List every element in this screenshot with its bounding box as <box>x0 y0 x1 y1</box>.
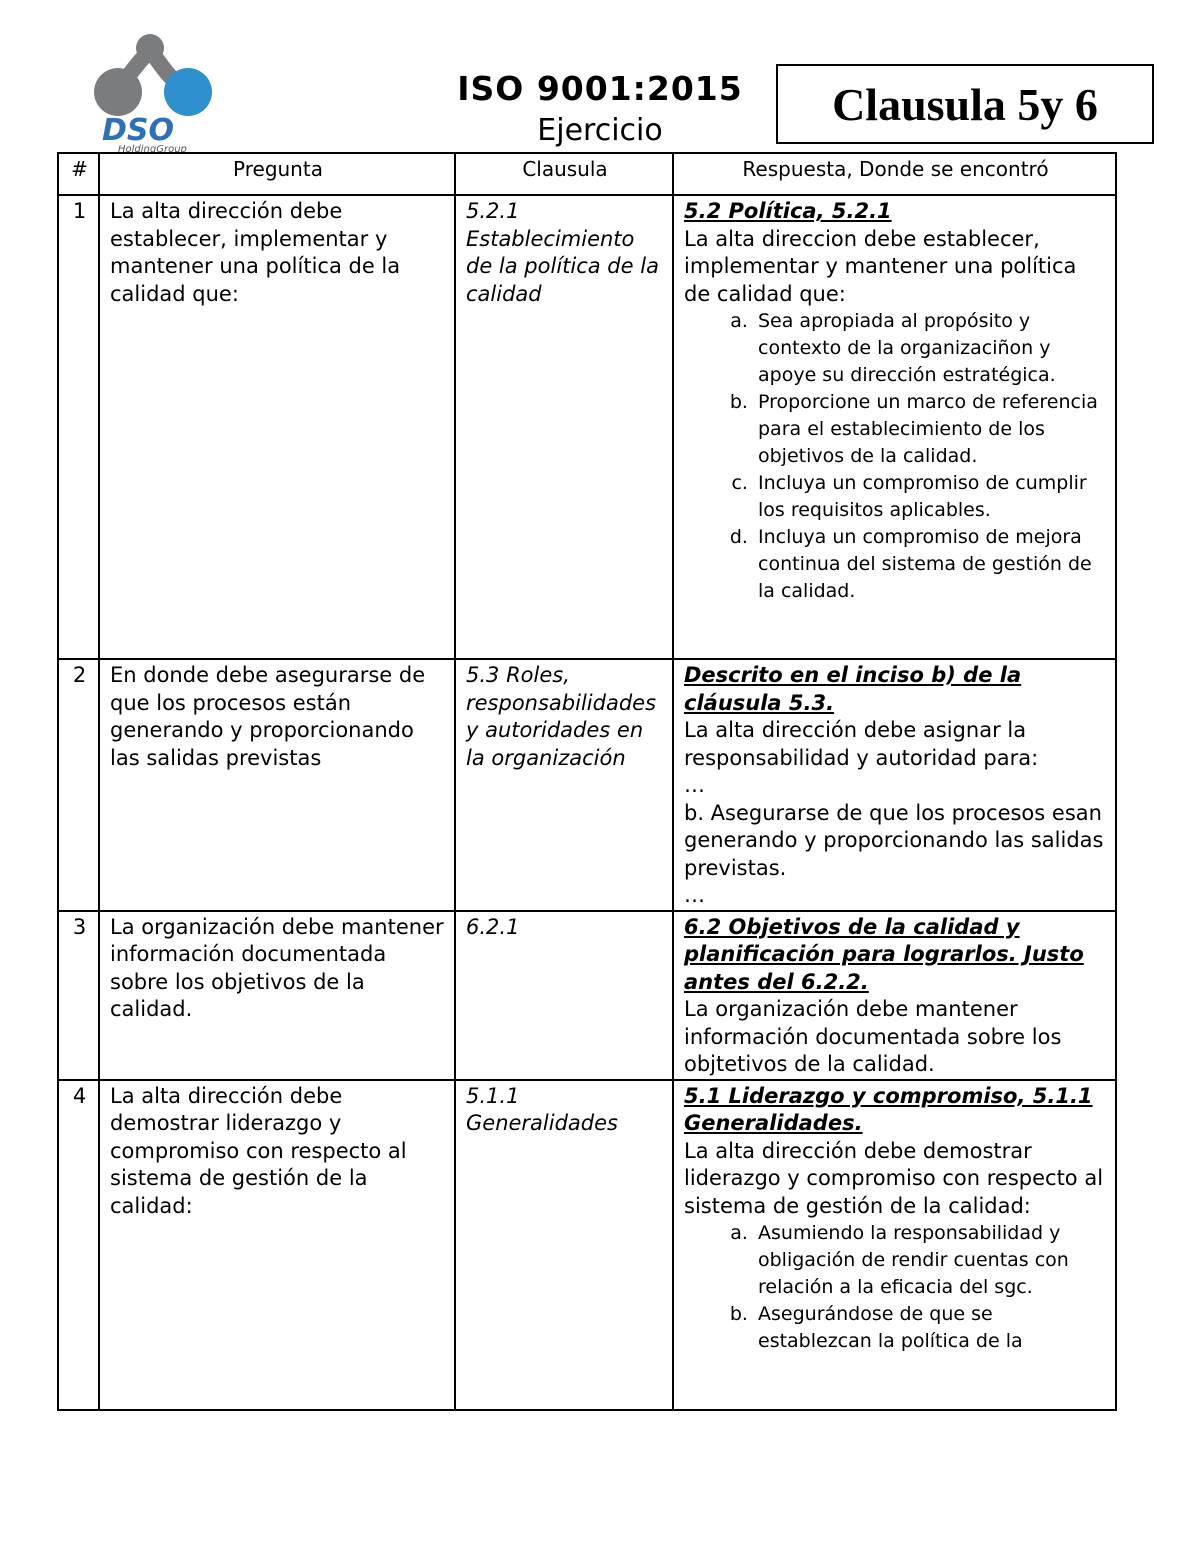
header-clause: Clausula <box>455 153 673 195</box>
document-title: ISO 9001:2015 <box>457 69 743 108</box>
logo-brand-text: DSO <box>102 113 175 148</box>
row-number: 3 <box>58 911 99 1080</box>
answer-line: … <box>684 883 705 907</box>
table-row <box>58 659 1116 911</box>
row-number: 4 <box>58 1080 99 1410</box>
answer-line: La alta dirección debe asignar la responsabilidad y autoridad para: <box>684 718 1039 770</box>
table-header-row <box>58 153 1116 195</box>
logo-group-text: HoldingGroup <box>118 144 187 155</box>
row-question: En donde debe asegurarse de que los procesos están generando y proporcionando las salidas previstas <box>99 659 455 911</box>
table-row <box>58 195 1116 659</box>
table-row <box>58 911 1116 1080</box>
answer-reference: 5.1 Liderazgo y compromiso, 5.1.1 Generalidades. <box>684 1083 1093 1135</box>
header-number: # <box>58 153 99 195</box>
answer-text: La alta direccion debe establecer, implementar y mantener una política de calidad que: <box>684 226 1077 306</box>
header-question: Pregunta <box>99 153 455 195</box>
answer-reference: 5.2 Política, 5.2.1 <box>684 199 892 223</box>
row-clause: 5.3 Roles, responsabilidades y autoridades en la organización <box>455 659 673 911</box>
answer-list <box>684 1220 1107 1355</box>
clause-title-box: Clausula 5y 6 <box>776 64 1154 144</box>
row-clause: 5.2.1 Establecimiento de la política de la calidad <box>455 195 673 659</box>
list-item: b. Asegurándose de que se establezcan la política de la <box>754 1301 1107 1355</box>
row-answer <box>673 195 1116 659</box>
question-table <box>57 152 1117 1411</box>
row-clause: 6.2.1 <box>455 911 673 1080</box>
row-number: 1 <box>58 195 99 659</box>
list-item: d. Incluya un compromiso de mejora continua del sistema de gestión de la calidad. <box>754 524 1107 605</box>
list-item: c. Incluya un compromiso de cumplir los requisitos aplicables. <box>754 470 1107 524</box>
dso-logo-mark <box>88 28 218 158</box>
list-item: b. Proporcione un marco de referencia para el establecimiento de los objetivos de la calidad. <box>754 389 1107 470</box>
row-answer <box>673 911 1116 1080</box>
row-clause: 5.1.1 Generalidades <box>455 1080 673 1410</box>
answer-line: b. Asegurarse de que los procesos esan generando y proporcionando las salidas previstas. <box>684 800 1104 880</box>
row-answer <box>673 1080 1116 1410</box>
header-answer: Respuesta, Donde se encontró <box>673 153 1116 195</box>
answer-reference: Descrito en el inciso b) de la cláusula 5.3. <box>684 663 1022 715</box>
table-row <box>58 1080 1116 1410</box>
list-item: a. Asumiendo la responsabilidad y obligación de rendir cuentas con relación a la eficacia del sgc. <box>754 1220 1107 1301</box>
row-question: La organización debe mantener información documentada sobre los objetivos de la calidad. <box>99 911 455 1080</box>
dso-logo <box>88 28 218 158</box>
row-number: 2 <box>58 659 99 911</box>
answer-reference: 6.2 Objetivos de la calidad y planificación para lograrlos. Justo antes del 6.2.2. <box>684 914 1084 994</box>
document-subtitle: Ejercicio <box>537 113 663 148</box>
answer-text: La alta dirección debe demostrar liderazgo y compromiso con respecto al sistema de gestión de la calidad: <box>684 1138 1104 1218</box>
answer-line: … <box>684 773 705 797</box>
list-item: a. Sea apropiada al propósito y contexto de la organizaciñon y apoye su dirección estratégica. <box>754 308 1107 389</box>
row-answer <box>673 659 1116 911</box>
answer-text: La organización debe mantener información documentada sobre los objtetivos de la calidad. <box>684 997 1062 1076</box>
answer-list <box>684 308 1107 605</box>
row-question: La alta dirección debe demostrar liderazgo y compromiso con respecto al sistema de gestión de la calidad: <box>99 1080 455 1410</box>
row-question: La alta dirección debe establecer, implementar y mantener una política de la calidad que: <box>99 195 455 659</box>
